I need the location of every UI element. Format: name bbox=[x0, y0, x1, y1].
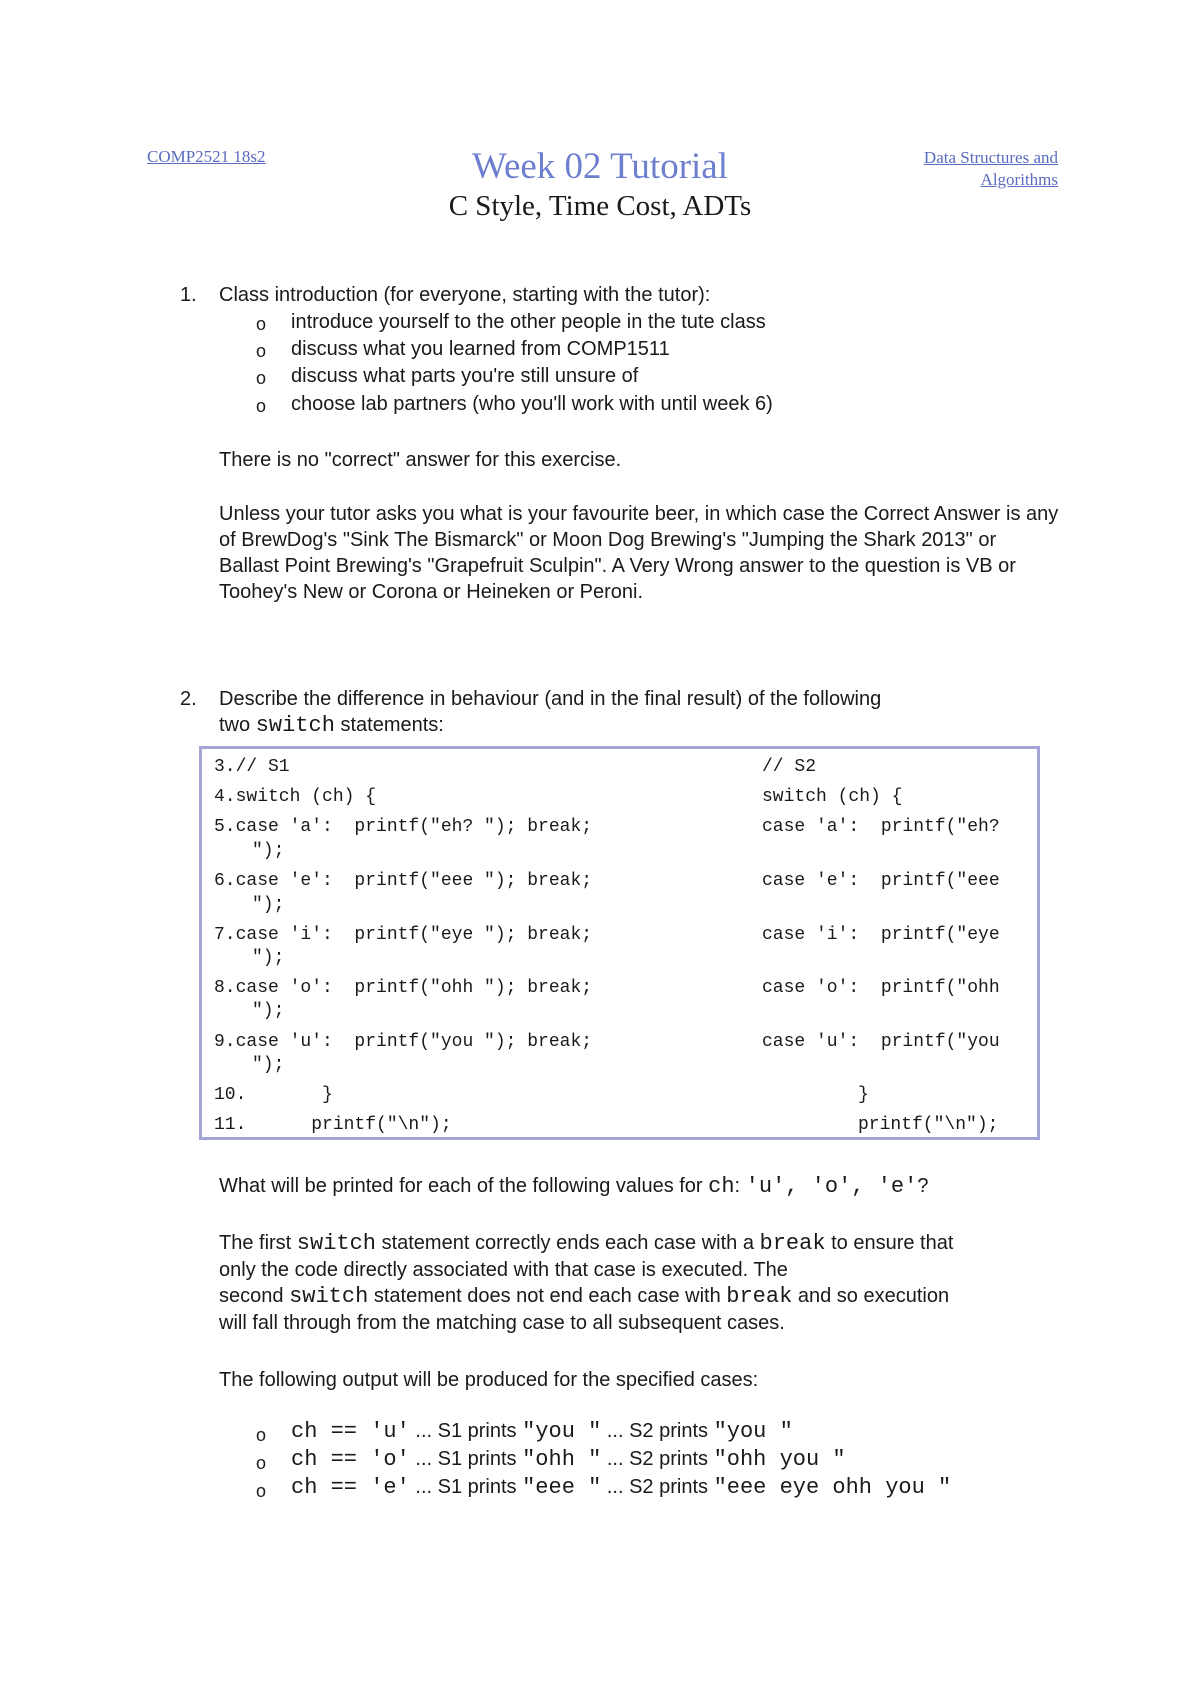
bullet-icon: o bbox=[256, 314, 267, 334]
code-line: printf("\n"); bbox=[858, 1115, 999, 1135]
output-label: ... S1 prints bbox=[409, 1420, 523, 1442]
q1-bullet-item: introduce yourself to the other people in the tute class bbox=[291, 311, 766, 333]
bullet-icon: o bbox=[256, 1481, 267, 1501]
output-s2: "eee eye ohh you " bbox=[713, 1475, 952, 1500]
output-cond: ch == 'u' bbox=[291, 1419, 410, 1444]
q2-output-intro: The following output will be produced for the specified cases: bbox=[219, 1369, 759, 1391]
question-2-text-line2 bbox=[219, 713, 444, 738]
code-line: case 'u': printf("you bbox=[762, 1032, 1000, 1052]
q2-expl-code: break bbox=[759, 1231, 826, 1256]
q2-question-part: : bbox=[734, 1175, 746, 1197]
q2-expl-code: break bbox=[726, 1284, 793, 1309]
q2-expl-code: switch bbox=[296, 1231, 377, 1256]
code-line-wrap: "); bbox=[252, 948, 285, 968]
output-label: ... S2 prints bbox=[601, 1448, 714, 1470]
bullet-icon: o bbox=[256, 1453, 267, 1473]
subject-link-line1: Data Structures and bbox=[923, 148, 1058, 167]
code-line-wrap: "); bbox=[252, 1055, 285, 1075]
q2-question-values: 'u', 'o', 'e' bbox=[745, 1174, 918, 1199]
q2-expl-part: and so execution bbox=[792, 1285, 950, 1307]
code-line: 3.// S1 bbox=[214, 757, 290, 777]
output-label: ... S2 prints bbox=[601, 1476, 714, 1498]
code-block bbox=[199, 746, 1040, 1140]
code-line: 11. printf("\n"); bbox=[214, 1115, 452, 1135]
page-title: Week 02 Tutorial bbox=[471, 146, 729, 187]
code-line: 9.case 'u': printf("you "); break; bbox=[214, 1032, 593, 1052]
code-line: case 'o': printf("ohh bbox=[762, 978, 1000, 998]
q2-question-code: ch bbox=[708, 1174, 735, 1199]
code-line: case 'a': printf("eh? bbox=[762, 817, 1000, 837]
output-label: ... S1 prints bbox=[409, 1476, 523, 1498]
q2-expl-part: statement correctly ends each case with a bbox=[376, 1232, 760, 1254]
q2-output-item bbox=[291, 1447, 846, 1472]
code-line: 4.switch (ch) { bbox=[214, 787, 377, 807]
code-line: case 'i': printf("eye bbox=[762, 925, 1000, 945]
bullet-icon: o bbox=[256, 1425, 267, 1445]
code-line: 5.case 'a': printf("eh? "); break; bbox=[214, 817, 593, 837]
question-1-number: 1. bbox=[180, 284, 197, 306]
q2-question bbox=[219, 1173, 1059, 1200]
course-link[interactable]: COMP2521 18s2 bbox=[147, 147, 266, 166]
subject-link[interactable] bbox=[838, 147, 1058, 191]
code-line: // S2 bbox=[762, 757, 817, 777]
code-line-wrap: "); bbox=[252, 841, 285, 861]
page-subtitle: C Style, Time Cost, ADTs bbox=[448, 190, 752, 222]
q2-explanation bbox=[219, 1230, 1059, 1336]
output-cond: ch == 'o' bbox=[291, 1447, 410, 1472]
question-2-text-line1: Describe the difference in behaviour (and in the final result) of the following bbox=[219, 688, 882, 710]
bullet-icon: o bbox=[256, 368, 267, 388]
q2-expl-part: The first bbox=[219, 1232, 297, 1254]
q2-text-code: switch bbox=[255, 713, 335, 738]
output-cond: ch == 'e' bbox=[291, 1475, 410, 1500]
q2-expl-part: statement does not end each case with bbox=[368, 1285, 727, 1307]
q2-explanation-line: will fall through from the matching case to all subsequent cases. bbox=[219, 1312, 785, 1334]
q2-text-part: two bbox=[219, 714, 256, 736]
q2-expl-part: second bbox=[219, 1285, 290, 1307]
output-label: ... S2 prints bbox=[601, 1420, 714, 1442]
q2-explanation-line bbox=[219, 1283, 1059, 1310]
q2-explanation-line bbox=[219, 1230, 1059, 1257]
q2-question-part: ? bbox=[917, 1175, 929, 1197]
code-line-wrap: "); bbox=[252, 895, 285, 915]
code-line: 7.case 'i': printf("eye "); break; bbox=[214, 925, 593, 945]
output-s1: "ohh " bbox=[522, 1447, 602, 1472]
code-line: switch (ch) { bbox=[762, 787, 903, 807]
q1-bullet-item: discuss what you learned from COMP1511 bbox=[291, 338, 670, 360]
code-line: 6.case 'e': printf("eee "); break; bbox=[214, 871, 593, 891]
output-label: ... S1 prints bbox=[409, 1448, 523, 1470]
code-line: case 'e': printf("eee bbox=[762, 871, 1000, 891]
output-s1: "you " bbox=[522, 1419, 602, 1444]
q1-note: There is no "correct" answer for this exercise. bbox=[219, 449, 622, 471]
q2-output-item bbox=[291, 1419, 793, 1444]
question-2-number: 2. bbox=[180, 688, 197, 710]
bullet-icon: o bbox=[256, 341, 267, 361]
q1-bullet-item: discuss what parts you're still unsure of bbox=[291, 365, 639, 387]
q1-bullet-item: choose lab partners (who you'll work with until week 6) bbox=[291, 393, 773, 415]
q2-question-part: What will be printed for each of the following values for bbox=[219, 1175, 709, 1197]
q2-expl-code: switch bbox=[289, 1284, 369, 1309]
code-line: 8.case 'o': printf("ohh "); break; bbox=[214, 978, 593, 998]
code-line-wrap: "); bbox=[252, 1001, 285, 1021]
question-1-text: Class introduction (for everyone, starting with the tutor): bbox=[219, 284, 711, 306]
bullet-icon: o bbox=[256, 396, 267, 416]
code-line: 10. } bbox=[214, 1085, 333, 1105]
subject-link-line2: Algorithms bbox=[980, 170, 1058, 189]
q2-expl-part: to ensure that bbox=[825, 1232, 954, 1254]
q2-explanation-line: only the code directly associated with that case is executed. The bbox=[219, 1259, 788, 1281]
q2-output-item bbox=[291, 1475, 951, 1500]
output-s2: "you " bbox=[713, 1419, 793, 1444]
code-line: } bbox=[858, 1085, 869, 1105]
q1-beer-paragraph: Unless your tutor asks you what is your favourite beer, in which case the Correct Answer is any of BrewDog's "Sink The Bismarck" or Moon Dog Brewing's "Jumping the Shark 2013" or Ballast Point Brewing's "Grapefruit Sculpin". A Very Wrong answer to the question is VB or Toohey's New or Corona or Heineken or Peroni. bbox=[219, 503, 1059, 603]
output-s2: "ohh you " bbox=[713, 1447, 846, 1472]
output-s1: "eee " bbox=[522, 1475, 602, 1500]
q2-text-part: statements: bbox=[334, 714, 444, 736]
